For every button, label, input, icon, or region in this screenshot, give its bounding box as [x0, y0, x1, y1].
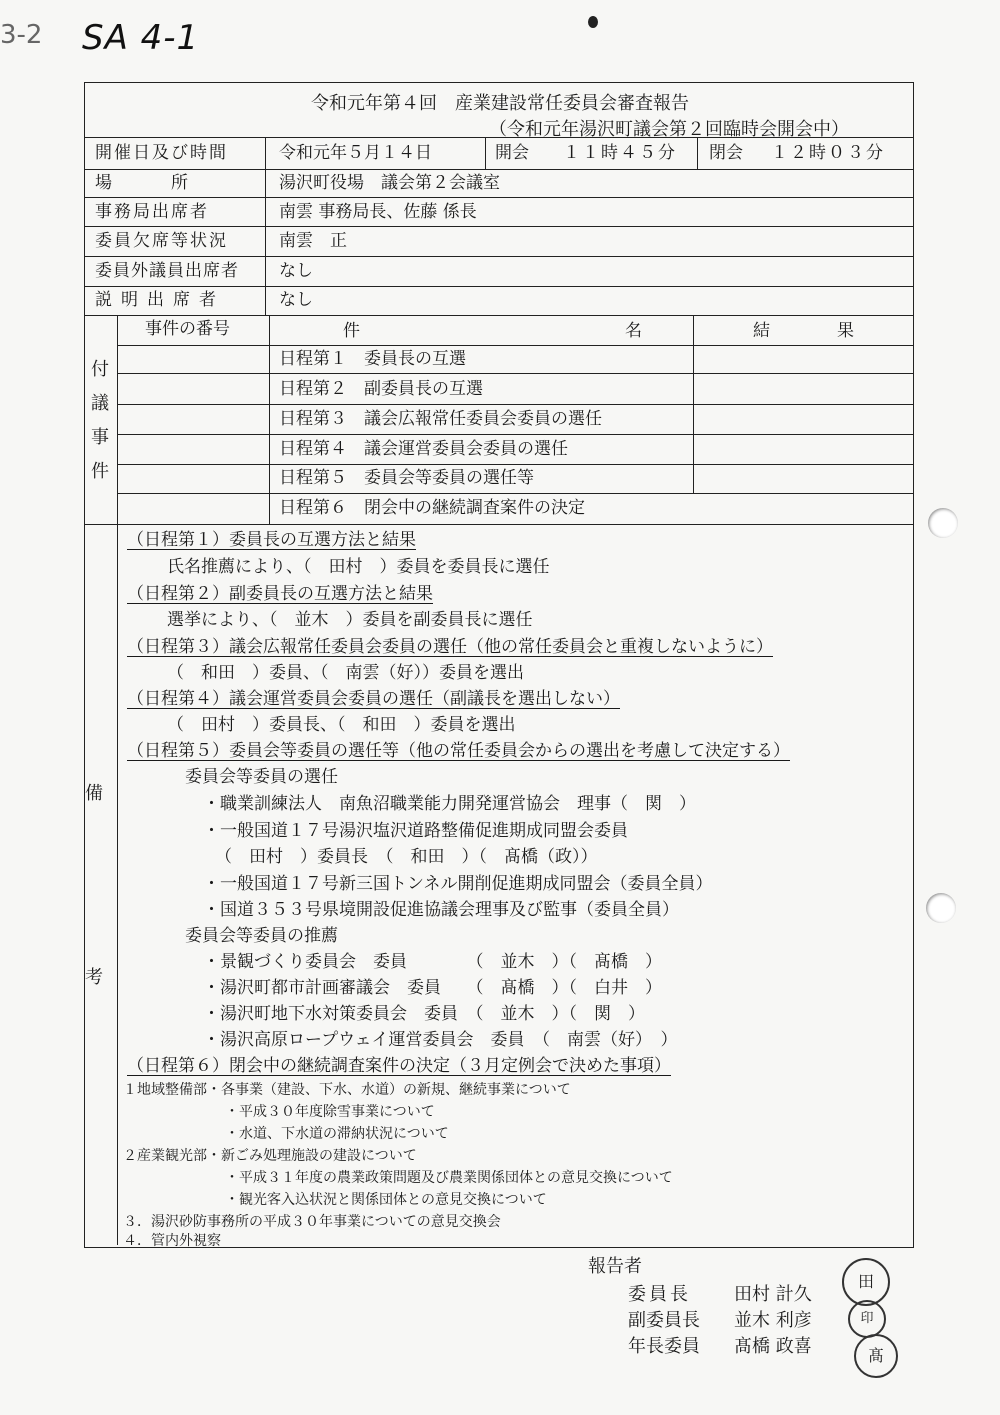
punch-hole-bottom — [926, 893, 956, 923]
explainer-label: 説明出席者 — [95, 290, 225, 310]
agenda-item-2: 日程第２ 副委員長の互選 — [279, 379, 483, 399]
remark-heading-2: （日程第２）副委員長の互選方法と結果 — [127, 584, 433, 604]
remark-line: ・観光客入込状況と関係団体との意見交換について — [225, 1192, 547, 1208]
remark-line: ・湯沢高原ロープウェイ運営委員会 委員 （ 南雲（好） ） — [203, 1030, 678, 1050]
reporter-heading: 報告者 — [588, 1256, 642, 1277]
secretariat-label: 事務局出席者 — [95, 202, 209, 222]
remarks-side-label-2: 考 — [85, 967, 103, 988]
remark-line: 委員会等委員の選任 — [185, 767, 338, 787]
close-time: １２時０３分 — [771, 143, 885, 163]
nonmember-label: 委員外議員出席者 — [95, 261, 239, 281]
report-form — [84, 82, 914, 1248]
remark-heading-4: （日程第４）議会運営委員会委員の選任（副議長を選出しない） — [127, 689, 620, 709]
remark-line: 氏名推薦により、（ 田村 ）委員を委員長に選任 — [167, 557, 550, 577]
date-label: 開催日及び時間 — [95, 143, 228, 163]
remark-line: ３．湯沢砂防事務所の平成３０年事業についての意見交換会 — [123, 1214, 501, 1230]
reporter-name: 田村 計久 — [734, 1284, 812, 1305]
remark-line: （ 田村 ）委員長、（ 和田 ）委員を選出 — [167, 715, 516, 735]
remark-line: 選挙により、（ 並木 ）委員を副委員長に選任 — [167, 610, 533, 630]
remark-line: ４．管内外視察 — [123, 1233, 221, 1249]
agenda-col-number: 事件の番号 — [145, 319, 230, 339]
agenda-item-1: 日程第１ 委員長の互選 — [279, 349, 466, 369]
agenda-side-label-4: 件 — [91, 461, 109, 482]
remark-line: ・一般国道１７号新三国トンネル開削促進期成同盟会（委員全員） — [203, 874, 713, 894]
handwritten-code: SA 4-1 — [82, 18, 200, 58]
ink-dot — [588, 16, 598, 28]
remark-heading-6: （日程第６）閉会中の継続調査案件の決定（３月定例会で決めた事項） — [127, 1056, 671, 1076]
seal-stamp-vice-chair: 印 — [848, 1300, 886, 1338]
explainer-value: なし — [279, 290, 313, 310]
remark-line: ・水道、下水道の滞納状況について — [225, 1126, 449, 1142]
remark-heading-5: （日程第５）委員会等委員の選任等（他の常任委員会からの選出を考慮して決定する） — [127, 741, 790, 761]
agenda-item-4: 日程第４ 議会運営委員会委員の選任 — [279, 439, 568, 459]
agenda-side-label-2: 議 — [91, 393, 109, 414]
secretariat-value: 南雲 事務局長、佐藤 係長 — [279, 202, 477, 222]
punch-hole-top — [928, 508, 958, 538]
remark-line: ・湯沢町地下水対策委員会 委員 （ 並木 ）（ 関 ） — [203, 1004, 645, 1024]
report-title: 令和元年第４回 産業建設常任委員会審査報告 — [311, 93, 689, 114]
agenda-col-result-1: 結 — [753, 321, 770, 341]
report-subtitle: （令和元年湯沢町議会第２回臨時会開会中） — [489, 119, 849, 140]
remark-line: ２産業観光部・新ごみ処理施設の建設について — [123, 1148, 417, 1164]
agenda-side-label-3: 事 — [91, 427, 109, 448]
reporter-name: 髙橋 政喜 — [734, 1336, 812, 1357]
nonmember-value: なし — [279, 261, 313, 281]
seal-stamp-senior: 髙 — [854, 1334, 898, 1378]
remark-line: ・国道３５３号県境開設促進協議会理事及び監事（委員全員） — [203, 900, 679, 920]
seal-stamp-chair: 田 — [842, 1258, 890, 1306]
agenda-col-name-1: 件 — [343, 321, 360, 341]
open-label: 開会 — [495, 143, 529, 163]
handwritten-edge-mark: 3-2 — [0, 20, 43, 50]
reporter-role: 委員長 — [628, 1284, 691, 1305]
remark-line: ・湯沢町都市計画審議会 委員 （ 髙橋 ）（ 白井 ） — [203, 978, 662, 998]
agenda-item-6: 日程第６ 閉会中の継続調査案件の決定 — [279, 498, 585, 518]
agenda-col-result-2: 果 — [837, 321, 854, 341]
remark-line: （ 和田 ）委員、（ 南雲（好））委員を選出 — [167, 663, 524, 683]
remark-line: （ 田村 ）委員長 （ 和田 ）（ 髙橋（政）） — [215, 847, 598, 867]
reporter-name: 並木 利彦 — [734, 1310, 812, 1331]
remark-heading-3: （日程第３）議会広報常任委員会委員の選任（他の常任委員会と重複しないように） — [127, 637, 773, 657]
close-label: 閉会 — [709, 143, 743, 163]
remark-line: ・景観づくり委員会 委員 （ 並木 ）（ 髙橋 ） — [203, 952, 662, 972]
agenda-item-3: 日程第３ 議会広報常任委員会委員の選任 — [279, 409, 602, 429]
open-time: １１時４５分 — [563, 143, 677, 163]
agenda-col-name-2: 名 — [625, 321, 642, 341]
place-label: 場 所 — [95, 173, 190, 193]
agenda-side-label-1: 付 — [91, 359, 109, 380]
absence-label: 委員欠席等状況 — [95, 231, 228, 251]
reporter-role: 年長委員 — [628, 1336, 700, 1357]
remark-line: 委員会等委員の推薦 — [185, 926, 338, 946]
remark-line: １地域整備部・各事業（建設、下水、水道）の新規、継続事業について — [123, 1082, 571, 1098]
remark-line: ・平成３０年度除雪事業について — [225, 1104, 435, 1120]
remark-line: ・平成３１年度の農業政策問題及び農業関係団体との意見交換について — [225, 1170, 673, 1186]
absence-value: 南雲 正 — [279, 231, 347, 251]
remark-line: ・一般国道１７号湯沢塩沢道路整備促進期成同盟会委員 — [203, 821, 628, 841]
remark-heading-1: （日程第１）委員長の互選方法と結果 — [127, 530, 416, 550]
reporter-role: 副委員長 — [628, 1310, 700, 1331]
place-value: 湯沢町役場 議会第２会議室 — [279, 173, 500, 193]
agenda-item-5: 日程第５ 委員会等委員の選任等 — [279, 468, 534, 488]
date-value: 令和元年５月１４日 — [279, 143, 432, 163]
remark-line: ・職業訓練法人 南魚沼職業能力開発運営協会 理事（ 関 ） — [203, 794, 696, 814]
remarks-side-label-1: 備 — [85, 783, 103, 804]
